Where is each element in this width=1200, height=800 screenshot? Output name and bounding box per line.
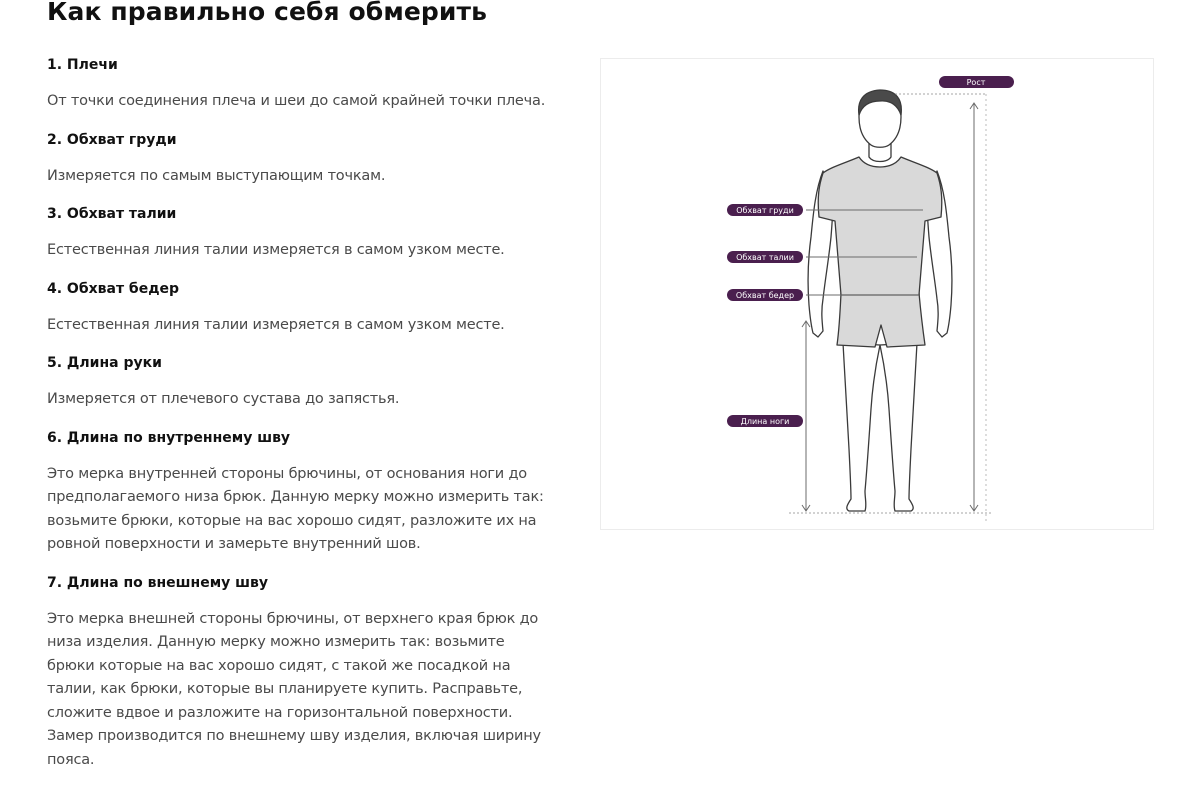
section-text: Естественная линия талии измеряется в самом узком месте. bbox=[47, 242, 505, 258]
section-text: Естественная линия талии измеряется в самом узком месте. bbox=[47, 316, 505, 333]
label-leg-length-text: Длина ноги bbox=[740, 417, 790, 426]
label-waist bbox=[727, 251, 803, 263]
section-heading: 5. Длина руки bbox=[47, 355, 162, 371]
section-heading: 6. Длина по внутреннему шву bbox=[47, 429, 291, 446]
measurement-instructions bbox=[47, 54, 547, 787]
section-heading: 1. Плечи bbox=[47, 57, 118, 73]
label-hips-text: Обхват бедер bbox=[735, 291, 795, 300]
t-shirt bbox=[818, 157, 942, 295]
section-hips bbox=[47, 278, 547, 338]
section-inseam bbox=[47, 427, 547, 557]
section-arm-length bbox=[47, 352, 547, 412]
section-text: Измеряется от плечевого сустава до запястья. bbox=[47, 391, 400, 407]
body-diagram bbox=[601, 59, 1154, 530]
section-chest bbox=[47, 129, 547, 189]
label-chest bbox=[727, 204, 803, 216]
section-outseam bbox=[47, 572, 547, 773]
section-text: Это мерка внутренней стороны брючины, от основания ноги до предполагаемого низа брюк. Данную мерку можно измерить так: возьмите брюки, которые на вас хорошо сидят, разложите их на ровной поверхности и замерьте внутренний шов. bbox=[47, 465, 544, 552]
man-figure bbox=[808, 90, 952, 511]
section-text: От точки соединения плеча и шеи до самой крайней точки плеча. bbox=[47, 93, 546, 109]
right-leg bbox=[880, 343, 917, 511]
page-title: Как правильно себя обмерить bbox=[47, 0, 488, 26]
left-leg bbox=[843, 343, 880, 511]
section-heading: 3. Обхват талии bbox=[47, 206, 177, 222]
label-leg-length bbox=[727, 415, 803, 427]
label-waist-text: Обхват талии bbox=[736, 253, 794, 262]
label-hips bbox=[727, 289, 803, 301]
section-shoulders bbox=[47, 54, 547, 114]
section-heading: 7. Длина по внешнему шву bbox=[47, 574, 268, 591]
measurement-figure bbox=[600, 58, 1154, 530]
label-chest-text: Обхват груди bbox=[736, 206, 794, 215]
label-height bbox=[939, 76, 1014, 88]
section-heading: 2. Обхват груди bbox=[47, 131, 177, 148]
section-text: Это мерка внешней стороны брючины, от верхнего края брюк до низа изделия. Данную мерку можно измерить так: возьмите брюки которые на вас хорошо сидят, с такой же посадкой на талии, как брюки, которые вы планируете купить. Расправьте, сложите вдвое и разложите на горизонтальной поверхности. Замер производится по внешнему шву изделия, включая ширину пояса. bbox=[47, 610, 541, 768]
section-heading: 4. Обхват бедер bbox=[47, 280, 180, 297]
section-text: Измеряется по самым выступающим точкам. bbox=[47, 167, 386, 184]
shorts bbox=[837, 293, 925, 347]
label-height-text: Рост bbox=[966, 78, 986, 87]
section-waist bbox=[47, 203, 547, 263]
